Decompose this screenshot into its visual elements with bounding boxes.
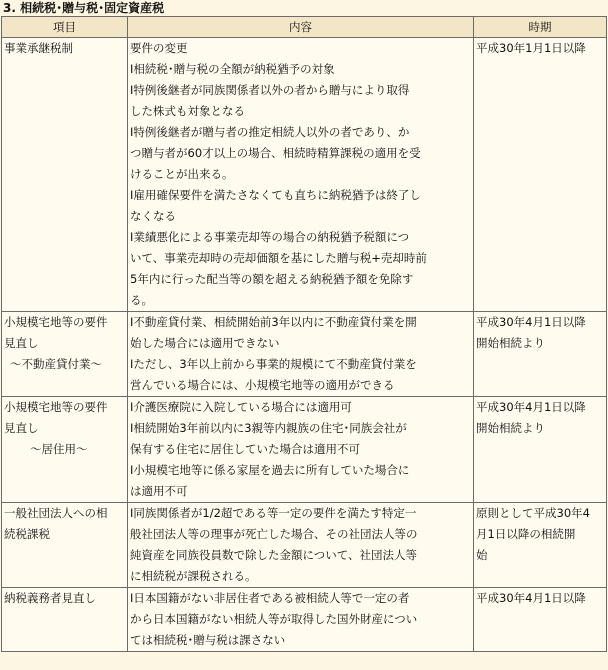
period-cell bbox=[474, 588, 607, 652]
content-cell bbox=[128, 503, 474, 588]
period-line: 始 bbox=[476, 548, 488, 562]
table-row bbox=[2, 38, 607, 312]
period-cell bbox=[474, 38, 607, 312]
content-line: る。 bbox=[130, 293, 153, 307]
item-line: 一般社団法人への相 bbox=[4, 506, 108, 520]
header-row bbox=[2, 17, 607, 38]
period-line: 月1日以降の相続開 bbox=[476, 527, 576, 541]
content-line: Ⅰ相続開始3年前以内に3親等内親族の住宅･同族会社が bbox=[130, 421, 407, 435]
table-row bbox=[2, 588, 607, 652]
content-line: Ⅰ特例後継者が同族関係者以外の者から贈与により取得 bbox=[130, 83, 410, 97]
content-line: Ⅰ日本国籍がない非居住者である被相続人等で一定の者 bbox=[130, 591, 410, 605]
item-cell bbox=[2, 588, 128, 652]
content-line: 要件の変更 bbox=[130, 41, 188, 55]
content-line: に相続税が課税される。 bbox=[130, 569, 257, 583]
content-line: から日本国籍がない相続人等が取得した国外財産につい bbox=[130, 612, 418, 626]
table-row bbox=[2, 312, 607, 397]
period-cell bbox=[474, 312, 607, 397]
content-line: 純資産を同族役員数で除した金額について、社団法人等 bbox=[130, 548, 418, 562]
content-line: 保有する住宅に居住していた場合は適用不可 bbox=[130, 442, 360, 456]
item-line: 納税義務者見直し bbox=[4, 591, 96, 605]
item-line: 見直し bbox=[4, 336, 39, 350]
content-line: いて、事業売却時の売却価額を基にした贈与税+売却時前 bbox=[130, 251, 427, 265]
period-line: 開始相続より bbox=[476, 421, 545, 435]
table-row bbox=[2, 503, 607, 588]
item-line: 小規模宅地等の要件 bbox=[4, 315, 108, 329]
content-line: 始した場合には適用できない bbox=[130, 336, 280, 350]
content-line: Ⅰただし、3年以上前から事業的規模にて不動産貸付業を bbox=[130, 357, 417, 371]
period-line: 平成30年4月1日以降 bbox=[476, 591, 586, 605]
item-line: 続税課税 bbox=[4, 527, 50, 541]
content-cell bbox=[128, 38, 474, 312]
content-line: 営んでいる場合には、小規模宅地等の適用ができる bbox=[130, 378, 395, 392]
content-line: Ⅰ小規模宅地等に係る家屋を過去に所有していた場合に bbox=[130, 463, 410, 477]
content-line: Ⅰ介護医療院に入院している場合には適用可 bbox=[130, 400, 352, 414]
period-line: 平成30年4月1日以降 bbox=[476, 315, 586, 329]
item-line: 見直し bbox=[4, 421, 39, 435]
period-line: 開始相続より bbox=[476, 336, 545, 350]
content-line: は適用不可 bbox=[130, 484, 188, 498]
item-line: 事業承継税制 bbox=[4, 41, 73, 55]
content-cell bbox=[128, 588, 474, 652]
content-line: Ⅰ業績悪化による事業売却等の場合の納税猶予税額につ bbox=[130, 230, 410, 244]
content-line: ては相続税･贈与税は課さない bbox=[130, 633, 286, 647]
content-line: 5年内に行った配当等の額を超える納税猶予額を免除す bbox=[130, 272, 414, 286]
period-line: 平成30年4月1日以降 bbox=[476, 400, 586, 414]
content-line: Ⅰ特例後継者が贈与者の推定相続人以外の者であり、か bbox=[130, 125, 410, 139]
content-cell bbox=[128, 312, 474, 397]
content-line: Ⅰ雇用確保要件を満たさなくても直ちに納税猶予は終了し bbox=[130, 188, 421, 202]
item-subtitle: ～居住用～ bbox=[30, 442, 88, 456]
content-line: なくなる bbox=[130, 209, 176, 223]
period-line: 平成30年1月1日以降 bbox=[476, 41, 586, 55]
content-line: Ⅰ不動産貸付業、相続開始前3年以内に不動産貸付業を開 bbox=[130, 315, 417, 329]
content-line: 般社団法人等の理事が死亡した場合、その社団法人等の bbox=[130, 527, 418, 541]
content-line: つ贈与者が60才以上の場合、相続時精算課税の適用を受 bbox=[130, 146, 421, 160]
period-cell bbox=[474, 397, 607, 503]
content-line: Ⅰ同族関係者が1/2超である等一定の要件を満たす特定一 bbox=[130, 506, 417, 520]
header-period: 時期 bbox=[474, 17, 607, 38]
item-cell bbox=[2, 38, 128, 312]
period-line: 原則として平成30年4 bbox=[476, 506, 590, 520]
content-line: Ⅰ相続税･贈与税の全額が納税猶予の対象 bbox=[130, 62, 335, 76]
content-cell bbox=[128, 397, 474, 503]
header-item: 項目 bbox=[2, 17, 128, 38]
item-subtitle: ～不動産貸付業～ bbox=[10, 357, 102, 371]
item-cell bbox=[2, 503, 128, 588]
table-row bbox=[2, 397, 607, 503]
period-cell bbox=[474, 503, 607, 588]
item-cell bbox=[2, 312, 128, 397]
item-line: 小規模宅地等の要件 bbox=[4, 400, 108, 414]
item-cell bbox=[2, 397, 128, 503]
content-line: けることが出来る。 bbox=[130, 167, 234, 181]
content-line: した株式も対象となる bbox=[130, 104, 245, 118]
tax-reform-table bbox=[1, 16, 607, 652]
section-title: 3. 相続税･贈与税･固定資産税 bbox=[3, 1, 165, 15]
header-content: 内容 bbox=[128, 17, 474, 38]
